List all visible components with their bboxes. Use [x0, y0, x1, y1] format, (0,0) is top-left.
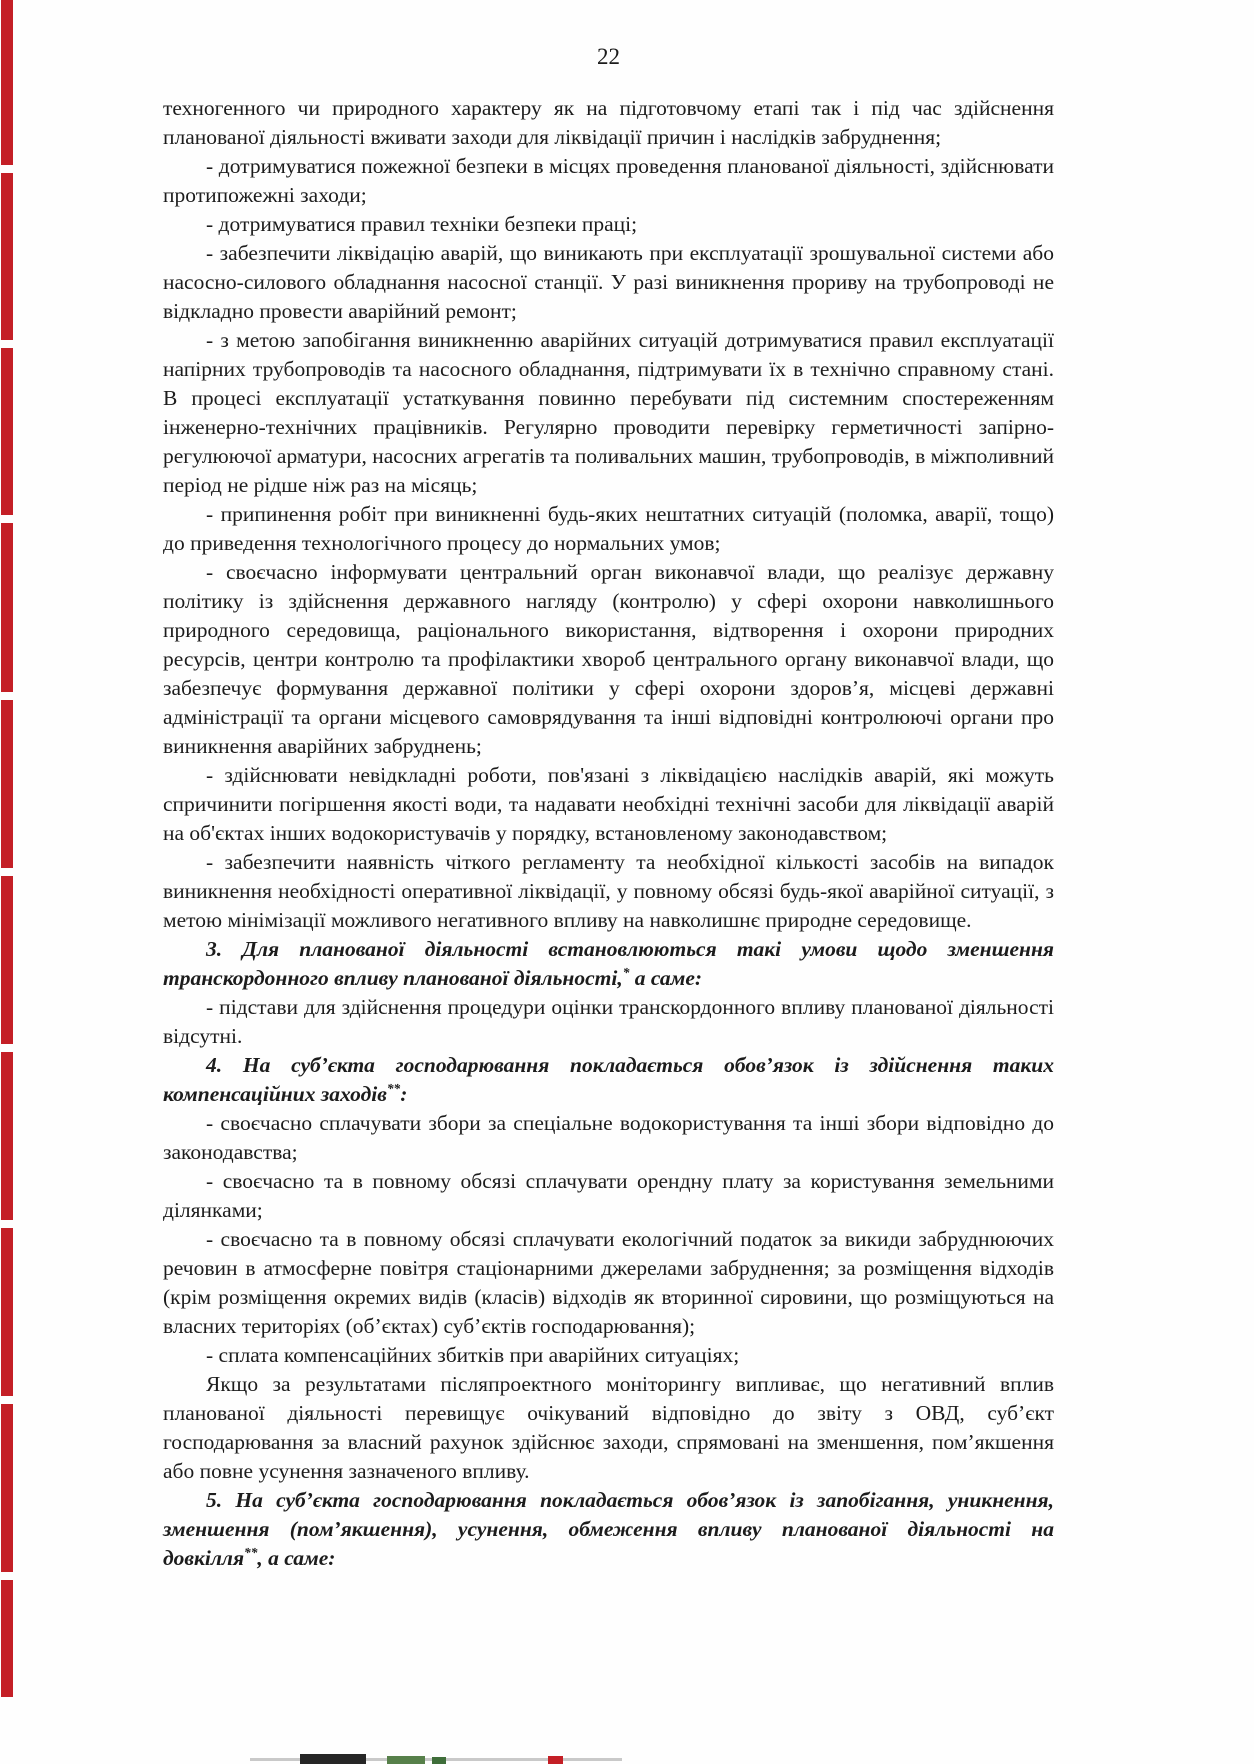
paragraph: - забезпечити ліквідацію аварій, що виникають при експлуатації зрошувальної системи або насосно-силового обладнання насосної станції. У разі виникнення прориву на трубопроводі не відкладно провести аварійний ремонт; [163, 241, 1054, 323]
left-red-scan-bar-segment [1, 348, 13, 515]
heading-text: 3. Для планованої діяльності встановлюються такі умови щодо зменшення транскордонного впливу планованої діяльності, [163, 937, 1054, 990]
paragraph: - дотримуватися правил техніки безпеки праці; [206, 212, 638, 236]
section-heading [163, 1051, 1054, 1109]
bottom-red-mark [548, 1756, 563, 1764]
paragraph: - своєчасно та в повному обсязі сплачувати екологічний податок за викиди забруднюючих речовин в атмосферне повітря стаціонарними джерелами забруднення; за розміщення відходів (крім розміщення окремих видів (класів) відходів як вторинної сировини, що розміщуються на власних територіях (об’єктах) суб’єктів господарювання); [163, 1227, 1054, 1338]
left-red-scan-bar-segment [1, 700, 13, 868]
bottom-green-mark-2 [432, 1757, 446, 1764]
paragraph: - своєчасно інформувати центральний орган виконавчої влади, що реалізує державну політику із здійснення державного нагляду (контролю) у сфері охорони навколишнього природного середовища, раціонального використання, відтворення і охорони природних ресурсів, центри контролю та профілактики хвороб центрального органу виконавчої влади, що забезпечує формування державної політики у сфері охорони здоров’я, місцеві державні адміністрації та органи місцевого самоврядування та інші відповідні контролюючі органи про виникнення аварійних забруднень; [163, 560, 1054, 758]
bottom-black-mark [300, 1754, 366, 1764]
paragraph: - припинення робіт при виникненні будь-яких нештатних ситуацій (поломка, аварії, тощо) до приведення технологічного процесу до нормальних умов; [163, 502, 1054, 555]
paragraph: Якщо за результатами післяпроектного моніторингу випливає, що негативний вплив планованої діяльності перевищує очікуваний відповідно до звіту з ОВД, суб’єкт господарювання за власний рахунок здійснює заходи, спрямовані на зменшення, пом’якшення або повне усунення зазначеного впливу. [163, 1372, 1054, 1483]
left-red-scan-bar-segment [1, 1052, 13, 1220]
footnote-marker: ** [386, 1080, 401, 1096]
left-red-scan-bar-segment [1, 173, 13, 340]
heading-text: : [400, 1082, 408, 1106]
heading-text: 5. На суб’єкта господарювання покладається обов’язок із запобігання, уникнення, зменшення (пом’якшення), усунення, обмеження впливу планованої діяльності на довкілля [163, 1488, 1054, 1570]
heading-text: а саме: [629, 966, 703, 990]
paragraph: - забезпечити наявність чіткого регламенту та необхідної кількості засобів на випадок виникнення необхідності оперативної ліквідації, у повному обсязі будь-якої аварійної ситуації, з метою мінімізації можливого негативного впливу на навколишнє природне середовище. [163, 850, 1054, 932]
bottom-green-mark [387, 1756, 425, 1764]
left-red-scan-bar-segment [1, 1228, 13, 1396]
left-red-scan-bar-segment [1, 523, 13, 692]
left-red-scan-bar-segment [1, 0, 13, 165]
section-heading [163, 1486, 1054, 1573]
footnote-marker: * [622, 964, 630, 980]
paragraph: - з метою запобігання виникненню аварійних ситуацій дотримуватися правил експлуатації напірних трубопроводів та насосного обладнання, підтримувати їх в технічно справному стані. В процесі експлуатації устаткування повинно перебувати під системним спостереженням інженерно-технічних працівників. Регулярно проводити перевірку герметичності запірно-регулюючої арматури, насосних агрегатів та поливальних машин, трубопроводів, в міжполивний період не рідше ніж раз на місяць; [163, 328, 1054, 497]
heading-text: 4. На суб’єкта господарювання покладається обов’язок із здійснення таких компенсаційних заходів [163, 1053, 1054, 1106]
section-heading [163, 935, 1054, 993]
paragraph: - здійснювати невідкладні роботи, пов'язані з ліквідацією наслідків аварій, які можуть спричинити погіршення якості води, та надавати необхідні технічні засоби для ліквідації аварій на об'єктах інших водокористувачів у порядку, встановленому законодавством; [163, 763, 1054, 845]
left-red-scan-bar-segment [1, 1580, 13, 1697]
paragraph: - сплата компенсаційних збитків при аварійних ситуаціях; [206, 1343, 740, 1367]
paragraph: - своєчасно та в повному обсязі сплачувати орендну плату за користування земельними ділянками; [163, 1169, 1054, 1222]
heading-text: , а саме: [257, 1546, 336, 1570]
paragraph: - своєчасно сплачувати збори за спеціальне водокористування та інші збори відповідно до законодавства; [163, 1111, 1054, 1164]
paragraph: - підстави для здійснення процедури оцінки транскордонного впливу планованої діяльності відсутні. [163, 995, 1054, 1048]
paragraph: - дотримуватися пожежної безпеки в місцях проведення планованої діяльності, здійснювати протипожежні заходи; [163, 154, 1054, 207]
left-red-scan-bar-segment [1, 1404, 13, 1572]
page-number: 22 [597, 44, 620, 69]
text-block [163, 94, 1054, 1573]
paragraph: техногенного чи природного характеру як на підготовчому етапі так і під час здійснення планованої діяльності вживати заходи для ліквідації причин і наслідків забруднення; [163, 96, 1054, 149]
footnote-marker: ** [244, 1544, 258, 1560]
left-red-scan-bar-segment [1, 876, 13, 1044]
